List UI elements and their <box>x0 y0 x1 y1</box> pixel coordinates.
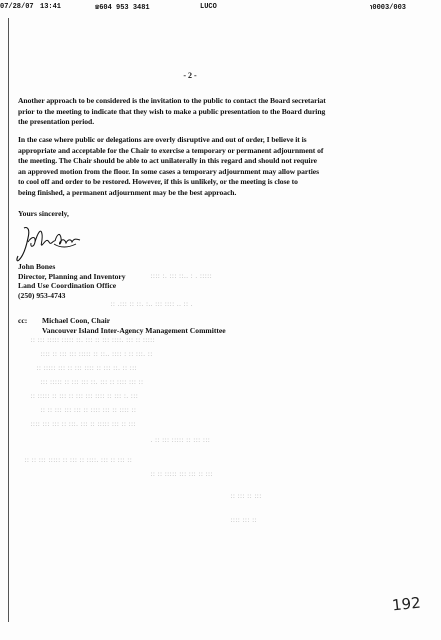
cc-recipient: Michael Coon, Chair <box>42 316 111 325</box>
paragraph-line: prior to the meeting to indicate that they wish to make a public presentation to the Board during <box>18 106 326 116</box>
scan-bleedthrough-noise: ::::: . : ..:: ::: .: :::: . :: .. :::: ::: ..: .:: :: :::. :: ::::: :: ::: .:::: ::: :: ::: .:: ::::: ::::: ::: :: :: .::: :: : :::: ..:: :: ::::: ::: ::: :: :::: ::: :: .:: ::: :: :::: ::: :: ::: ::::: :: :: ::: :::: :: ::: .:: ::: ::: :: ::::: ::: ::: .: ::: :: :::: ::: ::: :: ::: :: ::::: :: :: :::: :: ::: :::: :: ::: ::: ::: :: :: ::: :: ::: ::::: :: ::: .::: :: ::: ::: :::: ::: ::: :: ::::: ::: :: . :: ::: :: ::: .:::: :: ::: :: ::::: ::: :: :: ::: :: ::: ::: ::::: :: :: ::: :: ::: :: :: ::: :::: <box>24 272 262 524</box>
fax-header <box>0 3 441 15</box>
cc-label: cc: <box>18 316 28 325</box>
binding-edge-line <box>8 18 9 622</box>
paragraph-line: to cool off and order to be restored. However, if this is unlikely, or the meeting is close to <box>18 177 298 187</box>
paragraph-line: an approved motion from the floor. In some cases a temporary adjournment may allow parties <box>18 166 319 176</box>
paragraph-line: the presentation period. <box>18 117 95 127</box>
fax-page-count: ℩0003/003 <box>370 4 406 12</box>
closing-salutation: Yours sincerely, <box>18 209 69 218</box>
signatory-title: Director, Planning and Inventory <box>18 271 126 281</box>
paragraph-line: In the case where public or delegations are overly disruptive and out of order, I believe it is <box>18 135 307 144</box>
fax-date: 07/28/07 <box>0 3 34 11</box>
signatory-phone: (250) 953-4743 <box>18 290 66 300</box>
cc-recipients <box>42 316 226 335</box>
handwritten-signature <box>14 222 84 264</box>
paragraph-public-invitation <box>18 96 358 128</box>
paragraph-adjournment <box>18 135 358 199</box>
page-number: - 2 - <box>183 71 197 80</box>
handwritten-page-mark: 192 <box>391 593 422 615</box>
fax-phone-number: ☎604 953 3481 <box>95 4 150 12</box>
signatory-name: John Bones <box>18 262 56 271</box>
paragraph-line: the meeting. The Chair should be able to act unilaterally in this regard and should not require <box>18 156 317 166</box>
paragraph-line: Another approach to be considered is the invitation to the public to contact the Board secretariat <box>18 96 326 105</box>
fax-sender: LUCO <box>200 3 217 11</box>
paragraph-line: appropriate and acceptable for the Chair to exercise a temporary or permanent adjournment of <box>18 145 324 155</box>
signatory-office: Land Use Coordination Office <box>18 281 117 291</box>
signature-block <box>18 262 126 300</box>
paragraph-line: being finished, a permanent adjournment may be the best approach. <box>18 187 237 197</box>
fax-time: 13:41 <box>40 3 62 11</box>
cc-recipient: Vancouver Island Inter-Agency Management Committee <box>42 325 226 335</box>
